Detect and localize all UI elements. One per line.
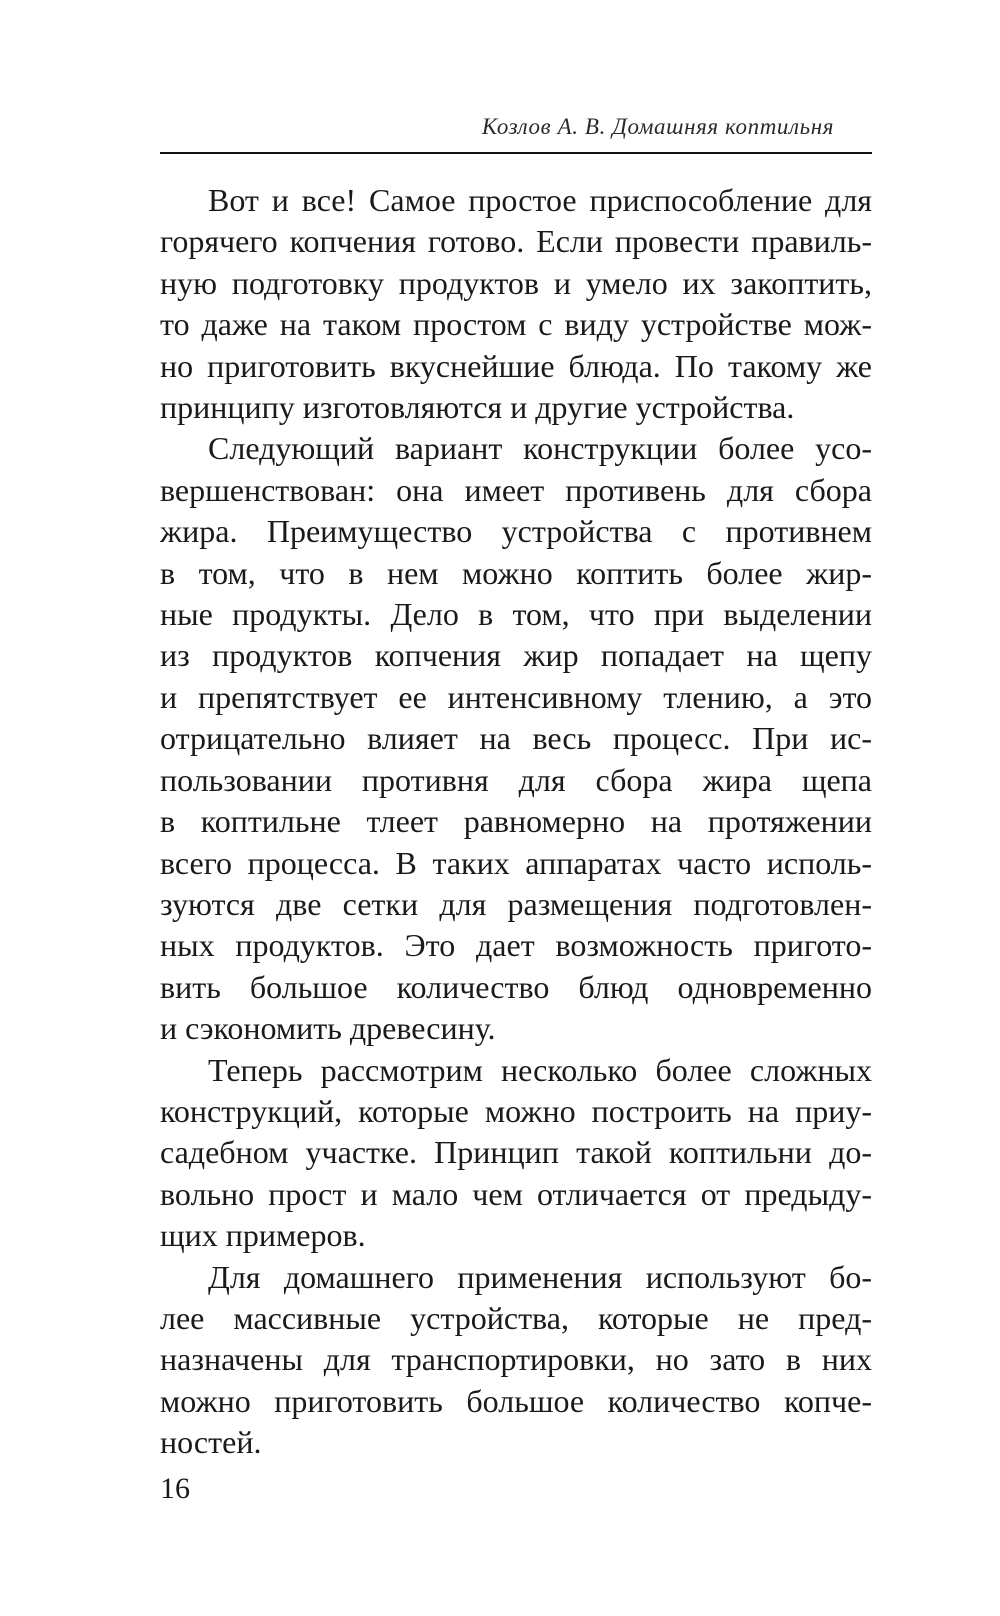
- text-line: ные продукты. Дело в том, что при выделении: [160, 596, 872, 633]
- text-line: лее массивные устройства, которые не пред-: [160, 1299, 872, 1336]
- text-line: всего процесса. В таких аппаратах часто исполь-: [160, 844, 872, 881]
- text-line: ных продуктов. Это дает возможность пригото-: [160, 927, 872, 964]
- text-line: можно приготовить большое количество копче-: [160, 1382, 872, 1419]
- text-line: Для домашнего применения используют бо-: [208, 1258, 872, 1295]
- text-line: назначены для транспортировки, но зато в них: [160, 1341, 872, 1378]
- text-line: конструкций, которые можно построить на приу-: [160, 1092, 872, 1129]
- paragraph: [160, 428, 872, 1049]
- text-line: вершенствован: она имеет противень для сбора: [160, 471, 872, 508]
- text-line: вить большое количество блюд одновременно: [160, 968, 872, 1005]
- text-line: то даже на таком простом с виду устройстве мож-: [160, 306, 872, 343]
- page-number: 16: [160, 1472, 190, 1505]
- text-line: в коптильне тлеет равномерно на протяжении: [160, 803, 872, 840]
- paragraph: [160, 1050, 872, 1257]
- header-rule: [160, 152, 872, 154]
- text-line: принципу изготовляются и другие устройства.: [160, 389, 795, 426]
- text-line: горячего копчения готово. Если провести правиль-: [160, 223, 872, 260]
- text-line: пользовании противня для сбора жира щепа: [160, 761, 872, 798]
- text-line: ностей.: [160, 1424, 262, 1461]
- text-line: Теперь рассмотрим несколько более сложных: [208, 1051, 872, 1088]
- text-line: вольно прост и мало чем отличается от предыду-: [160, 1175, 872, 1212]
- text-line: Следующий вариант конструкции более усо-: [208, 430, 872, 467]
- text-line: но приготовить вкуснейшие блюда. По такому же: [160, 347, 872, 384]
- text-line: жира. Преимущество устройства с противнем: [160, 513, 872, 550]
- text-line: Вот и все! Самое простое приспособление для: [208, 182, 872, 218]
- text-line: и препятствует ее интенсивному тлению, а это: [160, 678, 872, 715]
- paragraph: [160, 1257, 872, 1464]
- text-line: и сэкономить древесину.: [160, 1010, 496, 1047]
- text-line: из продуктов копчения жир попадает на щепу: [160, 637, 872, 674]
- text-line: щих примеров.: [160, 1217, 366, 1254]
- text-line: садебном участке. Принцип такой коптильни до-: [160, 1134, 872, 1171]
- text-line: отрицательно влияет на весь процесс. При ис-: [160, 720, 872, 757]
- text-line: ную подготовку продуктов и умело их закоптить,: [160, 264, 872, 301]
- text-line: зуются две сетки для размещения подготовлен-: [160, 885, 872, 922]
- paragraph: [160, 180, 872, 428]
- running-header-title: Козлов А. В. Домашняя коптильня: [481, 114, 834, 139]
- body-text: [160, 180, 872, 1464]
- text-line: в том, что в нем можно коптить более жир-: [160, 554, 872, 591]
